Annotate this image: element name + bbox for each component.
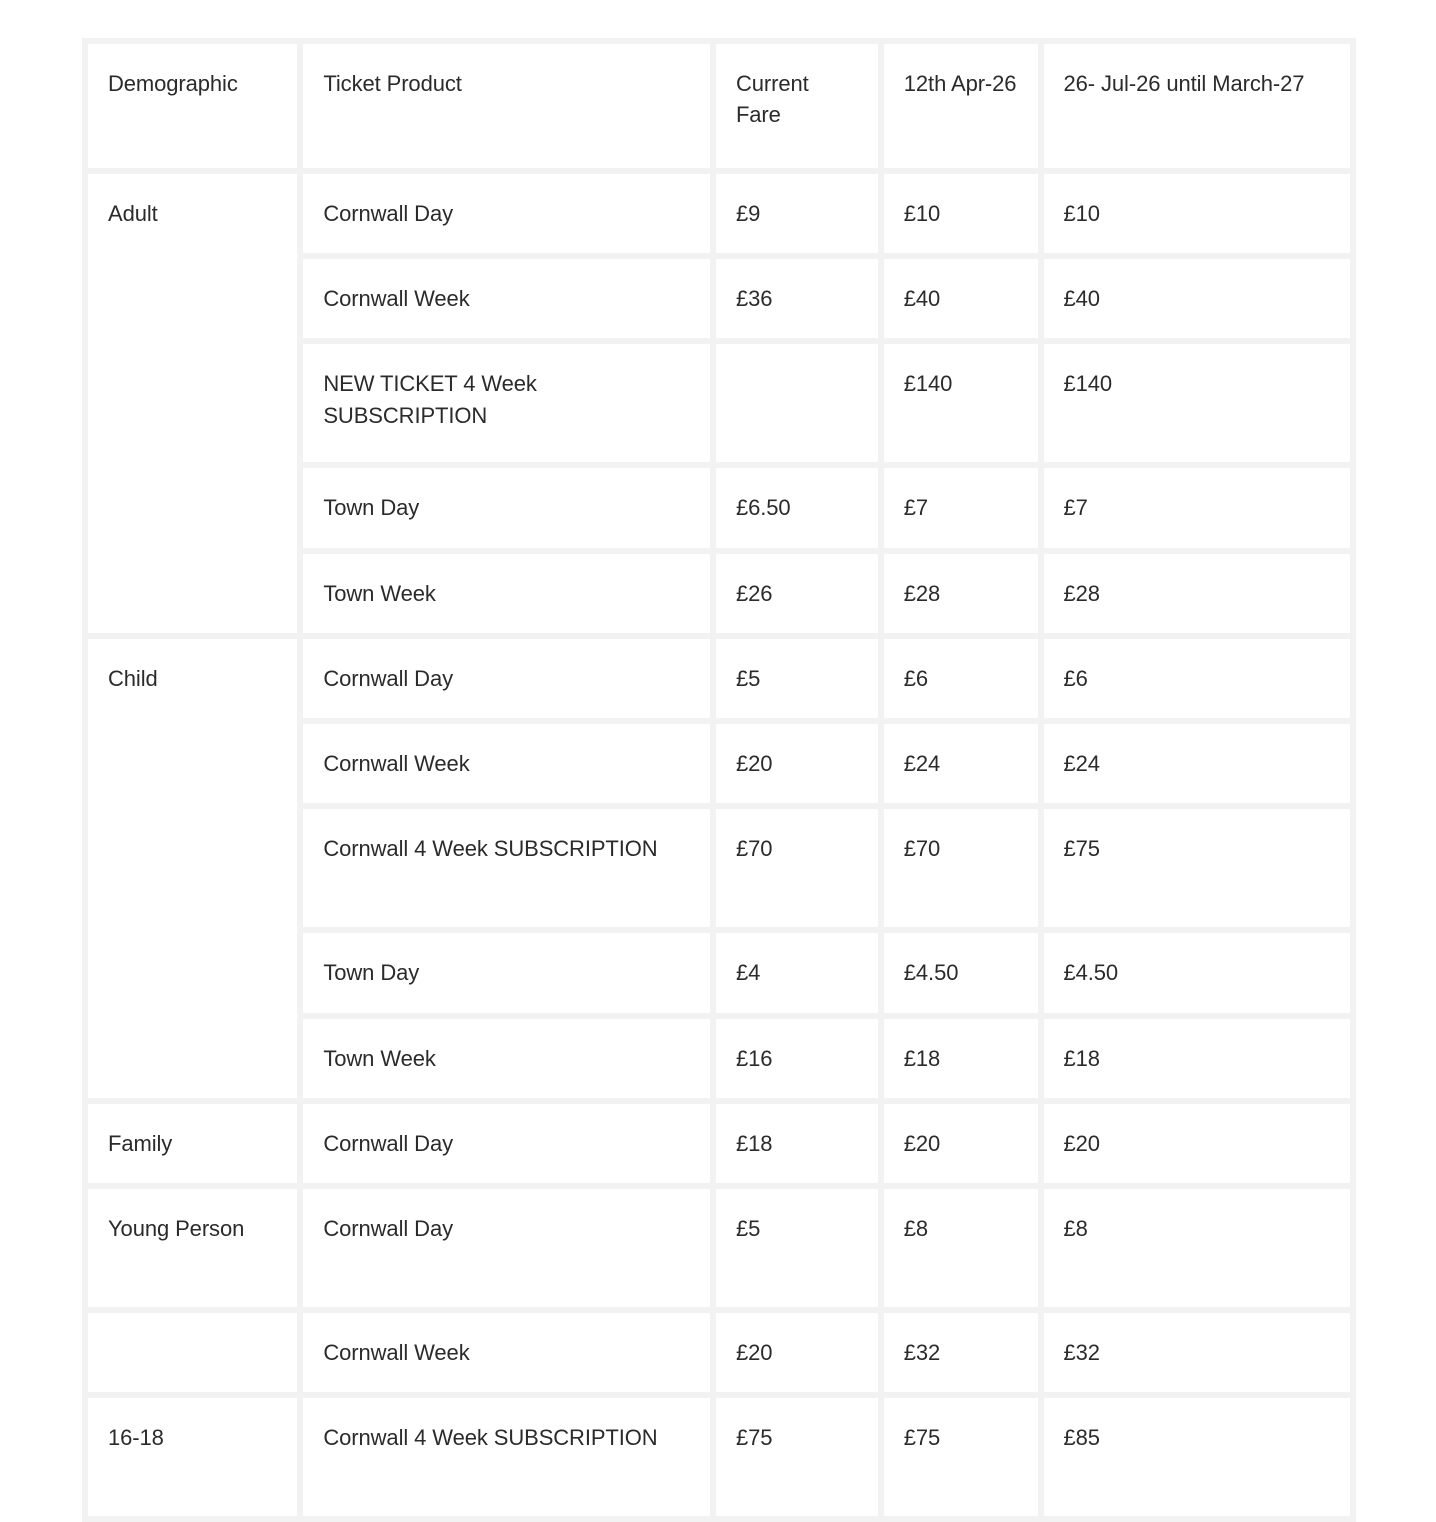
- column-header-demographic: Demographic: [88, 44, 297, 168]
- cell-apr-26: £40: [884, 259, 1038, 338]
- cell-apr-26: £140: [884, 344, 1038, 462]
- cell-jul-26-march-27: £75: [1044, 809, 1350, 927]
- table-row: [88, 639, 1350, 718]
- cell-demographic: Child: [88, 639, 297, 1098]
- table-row: [88, 1398, 1350, 1516]
- cell-jul-26-march-27: £10: [1044, 174, 1350, 253]
- cell-apr-26: £7: [884, 468, 1038, 547]
- cell-current-fare: £9: [716, 174, 878, 253]
- cell-jul-26-march-27: £7: [1044, 468, 1350, 547]
- fare-table-container: [82, 38, 1356, 1522]
- cell-jul-26-march-27: £32: [1044, 1313, 1350, 1392]
- cell-apr-26: £75: [884, 1398, 1038, 1516]
- cell-apr-26: £24: [884, 724, 1038, 803]
- cell-current-fare: £20: [716, 1313, 878, 1392]
- cell-current-fare: £70: [716, 809, 878, 927]
- cell-current-fare: £4: [716, 933, 878, 1012]
- table-header: [88, 44, 1350, 168]
- cell-ticket-product: Cornwall 4 Week SUBSCRIPTION: [303, 809, 710, 927]
- column-header-apr-26: 12th Apr-26: [884, 44, 1038, 168]
- table-row: [88, 1104, 1350, 1183]
- cell-demographic: Adult: [88, 174, 297, 633]
- cell-demographic: 16-18: [88, 1398, 297, 1516]
- cell-jul-26-march-27: £85: [1044, 1398, 1350, 1516]
- cell-current-fare: [716, 344, 878, 462]
- cell-jul-26-march-27: £24: [1044, 724, 1350, 803]
- cell-apr-26: £18: [884, 1019, 1038, 1098]
- cell-jul-26-march-27: £4.50: [1044, 933, 1350, 1012]
- cell-apr-26: £70: [884, 809, 1038, 927]
- cell-demographic: Young Person: [88, 1189, 297, 1307]
- cell-apr-26: £6: [884, 639, 1038, 718]
- cell-current-fare: £36: [716, 259, 878, 338]
- cell-ticket-product: Cornwall Week: [303, 724, 710, 803]
- cell-ticket-product: Cornwall 4 Week SUBSCRIPTION: [303, 1398, 710, 1516]
- table-row: [88, 1189, 1350, 1307]
- cell-jul-26-march-27: £140: [1044, 344, 1350, 462]
- cell-apr-26: £20: [884, 1104, 1038, 1183]
- cell-demographic: [88, 1313, 297, 1392]
- cell-apr-26: £28: [884, 554, 1038, 633]
- cell-ticket-product: Town Day: [303, 468, 710, 547]
- cell-current-fare: £5: [716, 1189, 878, 1307]
- column-header-jul-26-march-27: 26- Jul-26 until March-27: [1044, 44, 1350, 168]
- cell-ticket-product: Cornwall Day: [303, 1104, 710, 1183]
- cell-ticket-product: Cornwall Day: [303, 1189, 710, 1307]
- cell-ticket-product: NEW TICKET 4 Week SUBSCRIPTION: [303, 344, 710, 462]
- cell-demographic: Family: [88, 1104, 297, 1183]
- table-row: [88, 174, 1350, 253]
- cell-jul-26-march-27: £28: [1044, 554, 1350, 633]
- cell-current-fare: £26: [716, 554, 878, 633]
- cell-apr-26: £8: [884, 1189, 1038, 1307]
- cell-apr-26: £10: [884, 174, 1038, 253]
- cell-ticket-product: Cornwall Day: [303, 639, 710, 718]
- cell-current-fare: £18: [716, 1104, 878, 1183]
- cell-current-fare: £75: [716, 1398, 878, 1516]
- table-body: [88, 174, 1350, 1516]
- cell-ticket-product: Town Day: [303, 933, 710, 1012]
- cell-ticket-product: Town Week: [303, 1019, 710, 1098]
- cell-current-fare: £6.50: [716, 468, 878, 547]
- cell-jul-26-march-27: £8: [1044, 1189, 1350, 1307]
- fare-comparison-table: [82, 38, 1356, 1522]
- column-header-ticket-product: Ticket Product: [303, 44, 710, 168]
- cell-apr-26: £4.50: [884, 933, 1038, 1012]
- cell-apr-26: £32: [884, 1313, 1038, 1392]
- cell-current-fare: £5: [716, 639, 878, 718]
- cell-jul-26-march-27: £40: [1044, 259, 1350, 338]
- cell-current-fare: £20: [716, 724, 878, 803]
- table-header-row: [88, 44, 1350, 168]
- column-header-current-fare: Current Fare: [716, 44, 878, 168]
- cell-jul-26-march-27: £6: [1044, 639, 1350, 718]
- cell-current-fare: £16: [716, 1019, 878, 1098]
- cell-ticket-product: Town Week: [303, 554, 710, 633]
- cell-jul-26-march-27: £20: [1044, 1104, 1350, 1183]
- cell-ticket-product: Cornwall Week: [303, 259, 710, 338]
- cell-ticket-product: Cornwall Day: [303, 174, 710, 253]
- table-row: [88, 1313, 1350, 1392]
- cell-ticket-product: Cornwall Week: [303, 1313, 710, 1392]
- cell-jul-26-march-27: £18: [1044, 1019, 1350, 1098]
